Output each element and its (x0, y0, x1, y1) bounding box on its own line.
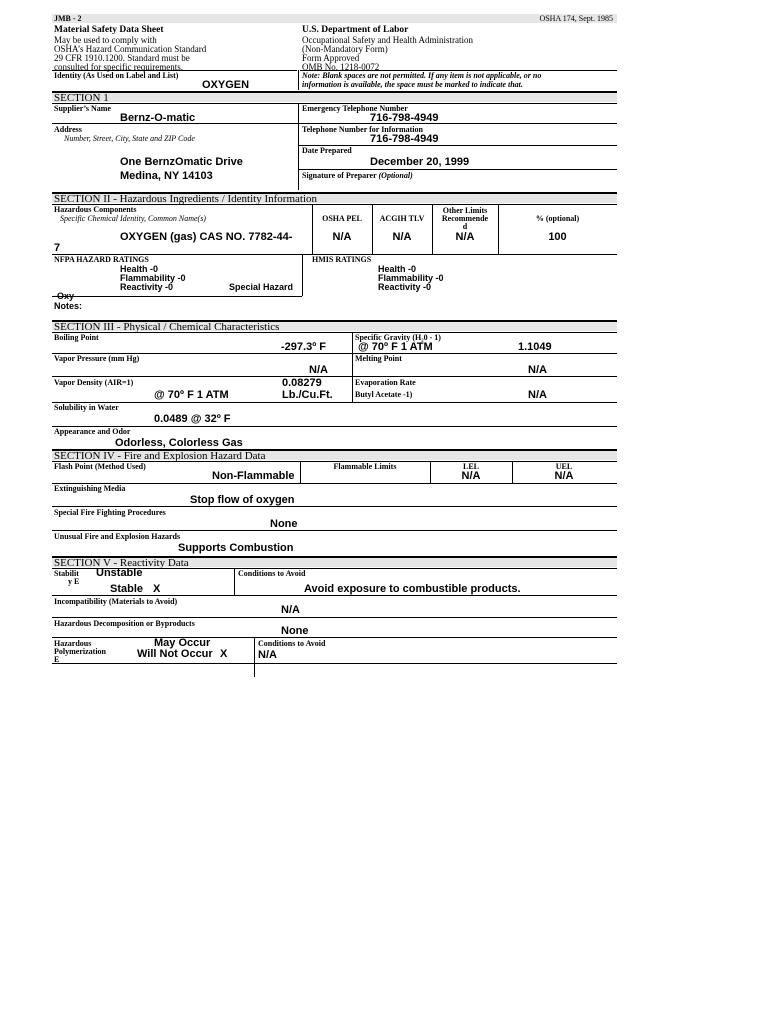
flash-point-label: Flash Point (Method Used) (54, 462, 146, 471)
vapor-density-value: 0.08279 (282, 377, 322, 389)
emergency-phone-value: 716-798-4949 (370, 112, 439, 124)
stability-label: Stabilit (54, 569, 79, 578)
form-title: Material Safety Data Sheet (54, 25, 164, 35)
department: U.S. Department of Labor (302, 25, 409, 35)
unusual-hazards-label: Unusual Fire and Explosion Hazards (54, 532, 181, 541)
section-5-title: SECTION V - Reactivity Data (54, 557, 189, 569)
osha-pel-value: N/A (332, 231, 352, 243)
form-id: JMB - 2 (54, 14, 82, 23)
address-label: Address (54, 125, 82, 134)
will-not-occur-checkmark: X (220, 648, 228, 660)
section-3-title: SECTION III - Physical / Chemical Characteristics (54, 321, 280, 333)
nfpa-health: Health -0 (120, 264, 159, 274)
evaporation-rate-label-2: Butyl Acetate -1) (355, 390, 413, 399)
form-approved: Form Approved (302, 53, 360, 63)
section-1-title: SECTION 1 (54, 92, 109, 104)
nfpa-special-hazard: Special Hazard (229, 282, 294, 292)
conditions-to-avoid-value: Avoid exposure to combustible products. (304, 583, 521, 595)
col-other-limits: Other Limits (442, 206, 488, 215)
emergency-phone-label: Emergency Telephone Number (302, 104, 408, 113)
appearance-label: Appearance and Odor (54, 427, 131, 436)
specific-gravity-value: 1.1049 (518, 341, 552, 353)
incompatibility-label: Incompatibility (Materials to Avoid) (54, 597, 178, 606)
fire-fighting-label: Special Fire Fighting Procedures (54, 508, 166, 517)
notes-label: Notes: (54, 301, 83, 311)
hmis-reactivity: Reactivity -0 (378, 282, 432, 292)
other-limits-value: N/A (455, 231, 475, 243)
components-label: Hazardous Components (54, 205, 137, 214)
stable-checkmark: X (153, 583, 161, 595)
vapor-density-condition: @ 70º F 1 ATM (154, 389, 229, 401)
acgih-tlv-value: N/A (392, 231, 412, 243)
hmis-flammability: Flammability -0 (378, 273, 444, 283)
incompatibility-value: N/A (281, 604, 300, 616)
evaporation-rate-value: N/A (528, 389, 547, 401)
polymerization-label: Hazardous (54, 639, 92, 648)
non-mandatory: (Non-Mandatory Form) (302, 44, 388, 54)
extinguishing-media-value: Stop flow of oxygen (190, 494, 295, 506)
supplier-label: Supplier’s Name (54, 104, 111, 113)
percent-value: 100 (548, 231, 567, 243)
will-not-occur-label: Will Not Occur (137, 648, 213, 660)
stability-label: y E (68, 577, 80, 586)
uel-value: N/A (554, 470, 574, 482)
specific-gravity-condition: @ 70º F 1 ATM (358, 341, 433, 353)
lel-value: N/A (461, 470, 481, 482)
osha-reference: OSHA 174, Sept. 1985 (539, 14, 613, 23)
date-prepared-value: December 20, 1999 (370, 156, 470, 168)
date-prepared-label: Date Prepared (302, 146, 352, 155)
hmis-health: Health -0 (378, 264, 417, 274)
unusual-hazards-value: Supports Combustion (178, 542, 294, 554)
col-percent: % (optional) (535, 214, 580, 223)
hmis-label: HMIS RATINGS (312, 255, 372, 264)
appearance-value: Odorless, Colorless Gas (115, 437, 243, 449)
specific-gravity-label: Specific Gravity (H₂0 - 1) (355, 333, 441, 342)
section-4-title: SECTION IV - Fire and Explosion Hazard Data (54, 450, 266, 462)
header-bar (52, 14, 617, 23)
polymerization-label: Polymerization (54, 647, 106, 656)
polymerization-conditions-value: N/A (258, 649, 277, 661)
lel-label: LEL (462, 462, 479, 471)
identity-label: Identity (As Used on Label and List) (54, 71, 179, 80)
nfpa-reactivity: Reactivity -0 (120, 282, 174, 292)
polymerization-conditions-label: Conditions to Avoid (258, 639, 326, 648)
components-hint: Specific Chemical Identity, Common Name(s) (60, 214, 206, 223)
vapor-density-label: Vapor Density (AIR=1) (54, 378, 134, 387)
decomposition-value: None (281, 625, 309, 637)
signature-label: Signature of Preparer (Optional) (302, 171, 413, 180)
supplier-value: Bernz-O-matic (120, 112, 196, 124)
address-line-2: Medina, NY 14103 (120, 170, 213, 182)
comply-line: May be used to comply with (54, 35, 157, 45)
nfpa-flammability: Flammability -0 (120, 273, 186, 283)
note-line: information is available, the space must be marked to indicate that. (302, 80, 523, 89)
info-phone-value: 716-798-4949 (370, 133, 439, 145)
component-name-cont: 7 (54, 242, 61, 254)
unstable-label: Unstable (96, 567, 143, 579)
comply-line: 29 CFR 1910.1200. Standard must be (54, 53, 190, 63)
section-2-title: SECTION II - Hazardous Ingredients / Identity Information (54, 193, 318, 205)
address-line-1: One BernzOmatic Drive (120, 156, 243, 168)
note-line: Note: Blank spaces are not permitted. If any item is not applicable, or no (302, 71, 542, 80)
vapor-pressure-value: N/A (309, 364, 328, 376)
nfpa-label: NFPA HAZARD RATINGS (54, 255, 149, 264)
evaporation-rate-label: Evaporation Rate (355, 378, 416, 387)
melting-point-label: Melting Point (355, 354, 402, 363)
vapor-pressure-label: Vapor Pressure (mm Hg) (54, 354, 140, 363)
col-other-limits: Recommende (441, 214, 489, 223)
polymerization-label: E (54, 655, 60, 664)
flammable-limits-label: Flammable Limits (333, 462, 397, 471)
component-name: OXYGEN (gas) CAS NO. 7782-44- (120, 231, 293, 243)
may-occur-label: May Occur (154, 637, 211, 649)
decomposition-label: Hazardous Decomposition or Byproducts (54, 619, 195, 628)
identity-value: OXYGEN (202, 79, 250, 91)
solubility-label: Solubility in Water (54, 403, 119, 412)
flash-point-value: Non-Flammable (212, 470, 295, 482)
col-acgih-tlv: ACGIH TLV (379, 214, 425, 223)
melting-point-value: N/A (528, 364, 547, 376)
info-phone-label: Telephone Number for Information (302, 125, 423, 134)
comply-line: OSHA’s Hazard Communication Standard (54, 44, 207, 54)
nfpa-special-value: -Oxy (54, 291, 75, 301)
solubility-value: 0.0489 @ 32º F (154, 413, 231, 425)
boiling-point-value: -297.3º F (281, 341, 326, 353)
uel-label: UEL (555, 462, 573, 471)
col-other-limits: d (462, 222, 468, 231)
fire-fighting-value: None (270, 518, 298, 530)
conditions-to-avoid-label: Conditions to Avoid (238, 569, 306, 578)
address-hint: Number, Street, City, State and ZIP Code (64, 134, 195, 143)
boiling-point-label: Boiling Point (54, 333, 99, 342)
comply-line: consulted for specific requirements. (54, 62, 183, 72)
extinguishing-media-label: Extinguishing Media (54, 484, 126, 493)
stable-label: Stable (110, 583, 144, 595)
vapor-density-unit: Lb./Cu.Ft. (282, 389, 333, 401)
col-osha-pel: OSHA PEL (322, 214, 362, 223)
administration: Occupational Safety and Health Administration (302, 35, 473, 45)
omb-number: OMB No. 1218-0072 (302, 62, 380, 72)
